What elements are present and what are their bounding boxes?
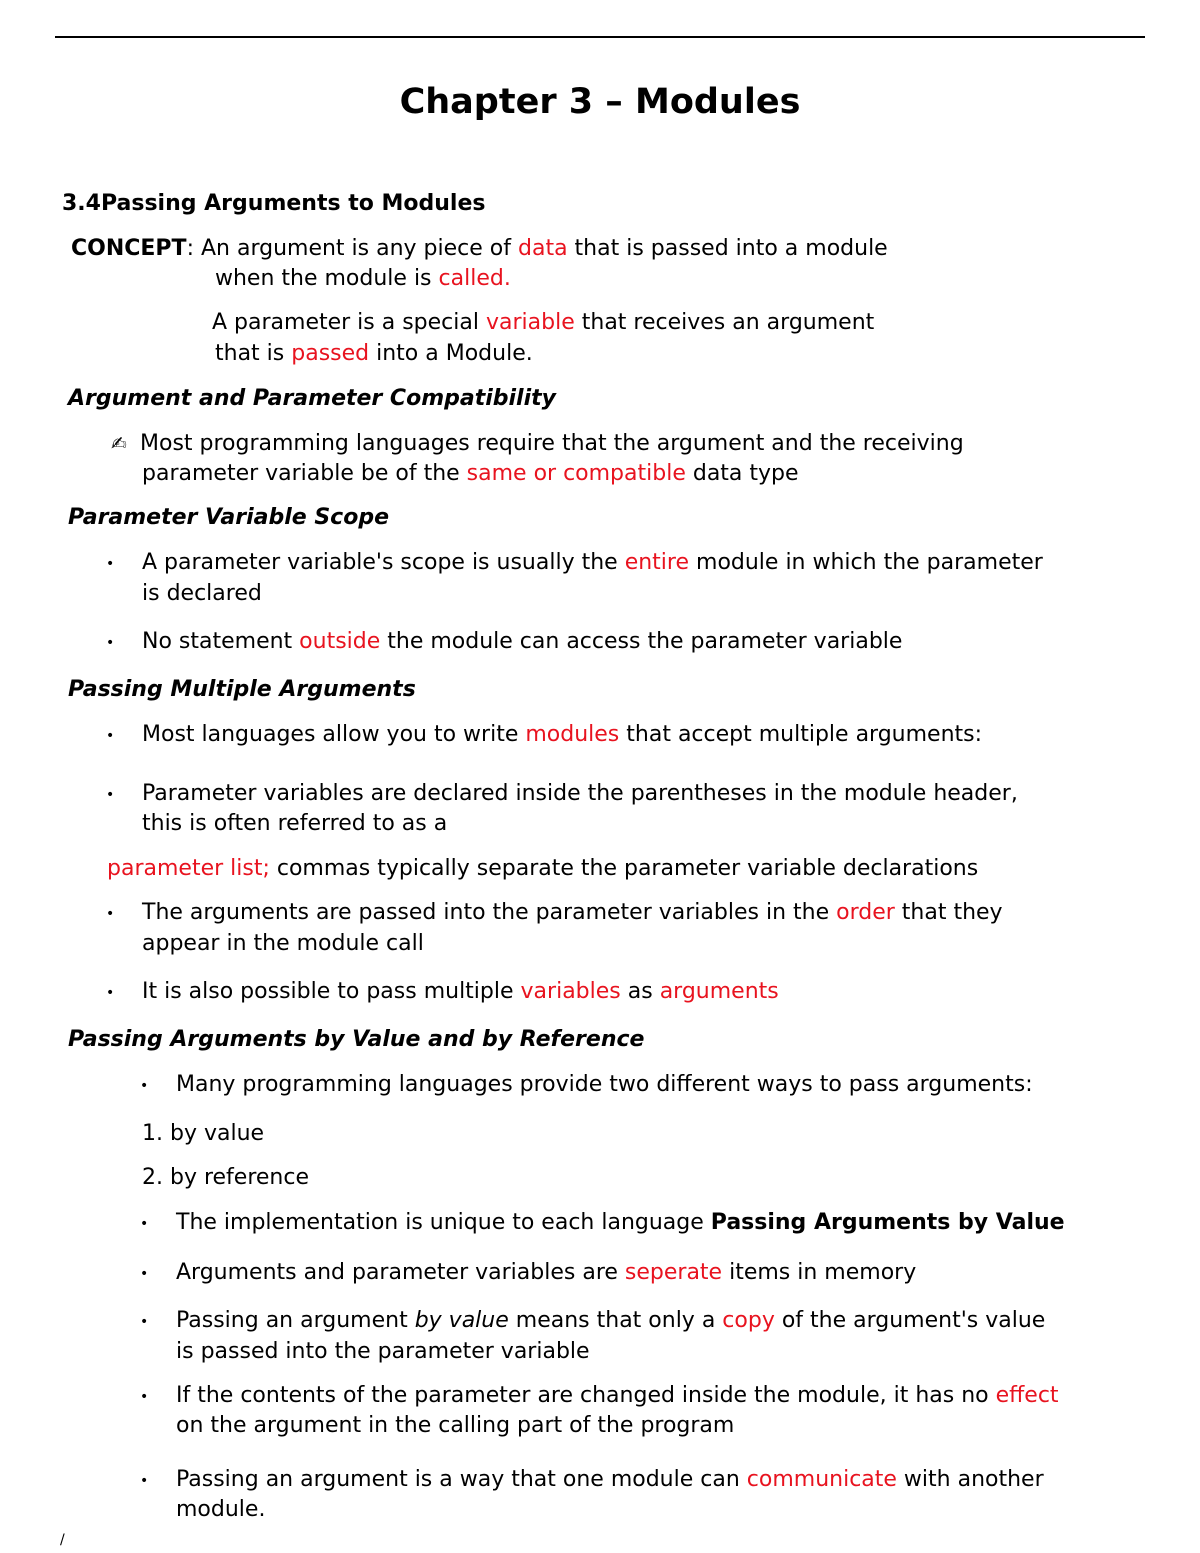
byvalue-bullet-5: If the contents of the parameter are changed inside the module, it has no effect bbox=[176, 1383, 1059, 1408]
compat-line-2: parameter variable be of the same or compatible data type bbox=[142, 461, 799, 486]
bullet-icon: • bbox=[106, 728, 115, 744]
numbered-item-1: 1. by value bbox=[142, 1121, 265, 1146]
bullet-icon: • bbox=[140, 1314, 149, 1330]
bullet-icon: • bbox=[140, 1389, 149, 1405]
bullet-icon: • bbox=[140, 1216, 149, 1232]
concept-line-3: A parameter is a special variable that receives an argument bbox=[212, 310, 875, 335]
multiple-heading: Passing Multiple Arguments bbox=[68, 677, 416, 702]
multiple-bullet-3: The arguments are passed into the parameter variables in the order that they bbox=[142, 900, 1003, 925]
byvalue-bullet-5-cont: on the argument in the calling part of the program bbox=[176, 1413, 735, 1438]
scope-bullet-1-cont: is declared bbox=[142, 581, 262, 606]
top-rule bbox=[55, 36, 1145, 38]
bullet-icon: • bbox=[140, 1266, 149, 1282]
section-heading: 3.4Passing Arguments to Modules bbox=[62, 191, 486, 216]
byvalue-bullet-4: Passing an argument by value means that only a copy of the argument's value bbox=[176, 1308, 1046, 1333]
concept-label: CONCEPT bbox=[71, 236, 187, 261]
byvalue-heading: Passing Arguments by Value and by Reference bbox=[68, 1027, 645, 1052]
byvalue-bullet-3: Arguments and parameter variables are seperate items in memory bbox=[176, 1260, 917, 1285]
concept-line-4: that is passed into a Module. bbox=[215, 341, 533, 366]
bullet-icon: • bbox=[140, 1078, 149, 1094]
byvalue-bullet-4-cont: is passed into the parameter variable bbox=[176, 1339, 590, 1364]
bullet-icon: • bbox=[140, 1473, 149, 1489]
multiple-bullet-2: Parameter variables are declared inside the parentheses in the module header, bbox=[142, 781, 1018, 806]
numbered-item-2: 2. by reference bbox=[142, 1165, 310, 1190]
parameter-list-line: parameter list; commas typically separate the parameter variable declarations bbox=[107, 856, 979, 881]
bullet-icon: • bbox=[106, 556, 115, 572]
page-footer-mark: / bbox=[60, 1532, 65, 1548]
multiple-bullet-4: It is also possible to pass multiple variables as arguments bbox=[142, 979, 779, 1004]
scope-bullet-1: A parameter variable's scope is usually the entire module in which the parameter bbox=[142, 550, 1043, 575]
compat-line-1: Most programming languages require that the argument and the receiving bbox=[140, 431, 964, 456]
byvalue-bullet-1: Many programming languages provide two different ways to pass arguments: bbox=[176, 1072, 1033, 1097]
writing-hand-icon: ✍ bbox=[111, 433, 127, 455]
bullet-icon: • bbox=[106, 635, 115, 651]
bullet-icon: • bbox=[106, 906, 115, 922]
compatibility-heading: Argument and Parameter Compatibility bbox=[68, 386, 556, 411]
concept-line-2: when the module is called. bbox=[215, 266, 511, 291]
bullet-icon: • bbox=[106, 985, 115, 1001]
multiple-bullet-2-cont: this is often referred to as a bbox=[142, 811, 448, 836]
concept-line-1: CONCEPT: An argument is any piece of data that is passed into a module bbox=[71, 236, 888, 261]
bullet-icon: • bbox=[106, 787, 115, 803]
page-title: Chapter 3 – Modules bbox=[399, 82, 801, 122]
scope-heading: Parameter Variable Scope bbox=[68, 505, 389, 530]
multiple-bullet-1: Most languages allow you to write modules that accept multiple arguments: bbox=[142, 722, 983, 747]
byvalue-bullet-6: Passing an argument is a way that one module can communicate with another bbox=[176, 1467, 1044, 1492]
byvalue-bullet-2: The implementation is unique to each language Passing Arguments by Value bbox=[176, 1210, 1065, 1235]
scope-bullet-2: No statement outside the module can access the parameter variable bbox=[142, 629, 903, 654]
byvalue-bullet-6-cont: module. bbox=[176, 1497, 266, 1522]
multiple-bullet-3-cont: appear in the module call bbox=[142, 931, 424, 956]
